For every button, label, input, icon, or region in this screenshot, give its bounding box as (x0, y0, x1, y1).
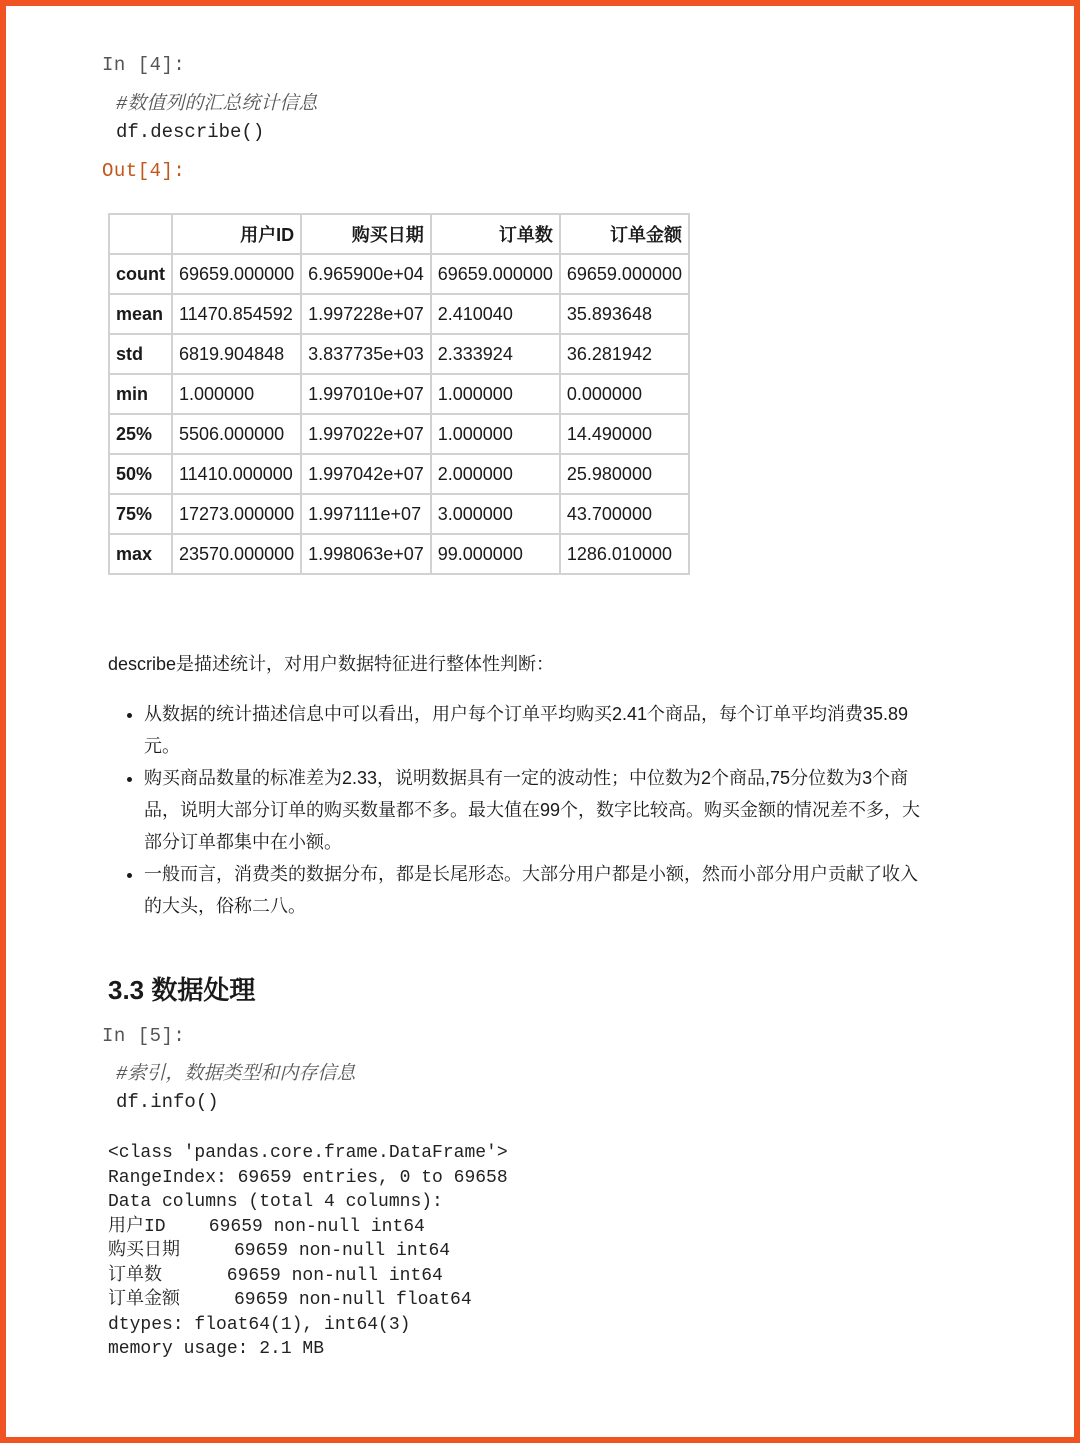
list-item: • 购买商品数量的标准差为2.33，说明数据具有一定的波动性；中位数为2个商品,75分位数为3个商品，说明大部分订单的购买数量都不多。最大值在99个，数字比较高。购买金额的情况差不多，大部分订单都集中在小额。 (144, 762, 924, 858)
table-cell: 2.000000 (431, 454, 560, 494)
list-item: • 一般而言，消费类的数据分布，都是长尾形态。大部分用户都是小额，然而小部分用户贡献了收入的大头，俗称二八。 (144, 858, 924, 922)
table-cell: 11470.854592 (172, 294, 301, 334)
code-cell-4[interactable] (116, 90, 317, 146)
output-line: dtypes: float64(1), int64(3) (108, 1314, 411, 1335)
table-row (109, 414, 689, 454)
output-line: 用户ID 69659 non-null int64 (108, 1216, 425, 1237)
output-line: <class 'pandas.core.frame.DataFrame'> (108, 1143, 508, 1163)
table-cell: 6.965900e+04 (301, 254, 431, 294)
table-cell: 69659.000000 (431, 254, 560, 294)
table-cell: 1.997022e+07 (301, 414, 431, 454)
row-label: 25% (109, 414, 172, 454)
code-cell-5[interactable] (116, 1060, 355, 1116)
table-cell: 14.490000 (560, 414, 689, 454)
markdown-bullet-list (108, 698, 924, 922)
section-heading: 3.3 数据处理 (108, 975, 256, 1005)
row-label: mean (109, 294, 172, 334)
table-cell: 17273.000000 (172, 494, 301, 534)
describe-table (108, 213, 690, 575)
list-item: • 从数据的统计描述信息中可以看出，用户每个订单平均购买2.41个商品，每个订单平均消费35.89元。 (144, 698, 924, 762)
output-line: 购买日期 69659 non-null int64 (108, 1241, 451, 1261)
code-line: df.info() (116, 1091, 219, 1113)
table-header-purchase-date: 购买日期 (301, 214, 431, 254)
table-cell: 5506.000000 (172, 414, 301, 454)
table-row (109, 254, 689, 294)
table-cell: 0.000000 (560, 374, 689, 414)
table-row (109, 374, 689, 414)
table-header-order-amount: 订单金额 (560, 214, 689, 254)
table-cell: 1.000000 (172, 374, 301, 414)
table-cell: 2.333924 (431, 334, 560, 374)
code-line: df.describe() (116, 121, 265, 143)
table-cell: 69659.000000 (560, 254, 689, 294)
table-cell: 1.997228e+07 (301, 294, 431, 334)
table-row (109, 454, 689, 494)
table-header-row (109, 214, 689, 254)
table-row (109, 534, 689, 574)
table-row (109, 334, 689, 374)
row-label: 50% (109, 454, 172, 494)
table-header-index (109, 214, 172, 254)
row-label: max (109, 534, 172, 574)
table-cell: 11410.000000 (172, 454, 301, 494)
table-cell: 2.410040 (431, 294, 560, 334)
row-label: count (109, 254, 172, 294)
table-header-order-count: 订单数 (431, 214, 560, 254)
row-label: min (109, 374, 172, 414)
table-header-user-id: 用户ID (172, 214, 301, 254)
table-cell: 1.998063e+07 (301, 534, 431, 574)
table-cell: 99.000000 (431, 534, 560, 574)
table-cell: 3.000000 (431, 494, 560, 534)
row-label: std (109, 334, 172, 374)
output-line: 订单数 69659 non-null int64 (108, 1265, 443, 1286)
table-row (109, 494, 689, 534)
table-row (109, 294, 689, 334)
table-cell: 1.997042e+07 (301, 454, 431, 494)
info-output (108, 1141, 508, 1362)
code-comment: #索引，数据类型和内存信息 (116, 1063, 356, 1085)
table-cell: 1.997010e+07 (301, 374, 431, 414)
out-prompt-4: Out[4]: (102, 160, 186, 182)
in-prompt-4: In [4]: (102, 54, 186, 76)
output-line: memory usage: 2.1 MB (108, 1339, 325, 1359)
table-cell: 1286.010000 (560, 534, 689, 574)
table-cell: 25.980000 (560, 454, 689, 494)
describe-table-wrapper (108, 213, 690, 575)
code-comment: #数值列的汇总统计信息 (116, 93, 318, 115)
table-cell: 35.893648 (560, 294, 689, 334)
output-line: 订单金额 69659 non-null float64 (108, 1290, 472, 1310)
table-cell: 69659.000000 (172, 254, 301, 294)
table-cell: 1.000000 (431, 414, 560, 454)
table-cell: 1.997111e+07 (301, 494, 431, 534)
row-label: 75% (109, 494, 172, 534)
table-cell: 43.700000 (560, 494, 689, 534)
markdown-intro: describe是描述统计，对用户数据特征进行整体性判断： (108, 654, 555, 674)
output-line: RangeIndex: 69659 entries, 0 to 69658 (108, 1167, 508, 1188)
table-cell: 1.000000 (431, 374, 560, 414)
in-prompt-5: In [5]: (102, 1025, 186, 1047)
table-cell: 6819.904848 (172, 334, 301, 374)
output-line: Data columns (total 4 columns): (108, 1192, 443, 1212)
table-cell: 3.837735e+03 (301, 334, 431, 374)
table-cell: 23570.000000 (172, 534, 301, 574)
table-cell: 36.281942 (560, 334, 689, 374)
